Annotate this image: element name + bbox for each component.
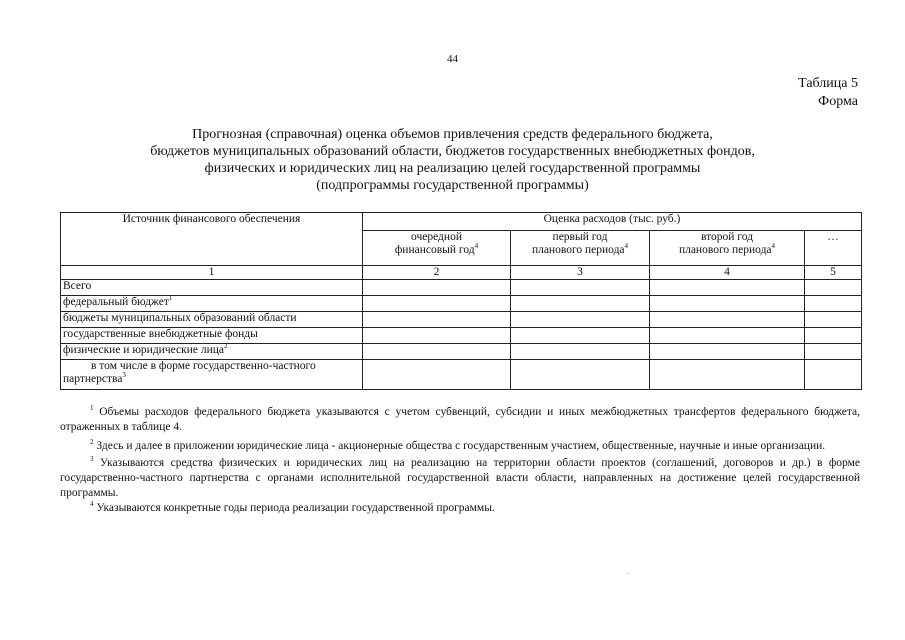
row-label-text: Всего (63, 280, 92, 292)
table-cell (805, 328, 862, 344)
table-cell (511, 280, 650, 296)
table-cell (650, 360, 805, 390)
header-estimate: Оценка расходов (тыс. руб.) (363, 213, 862, 231)
scan-speck (628, 573, 629, 574)
footnote (60, 501, 860, 516)
footnote-mark: 3 (122, 371, 126, 380)
footnote (60, 405, 860, 435)
subheader-line (652, 244, 802, 257)
footnote-mark: 4 (624, 242, 629, 251)
subheader-line (513, 244, 647, 257)
row-label (61, 344, 363, 360)
subheader-line: … (827, 231, 839, 243)
footnote-text: Здесь и далее в приложении юридические лица - акционерные общества с государственным участием, общественные, научные и иные организации. (93, 440, 826, 452)
subheader-text: финансовый год (394, 244, 475, 256)
column-number: 5 (805, 266, 862, 280)
table-label (798, 75, 858, 111)
title-line-4: (подпрограммы государственной программы) (316, 178, 589, 193)
table-cell (650, 344, 805, 360)
table-cell (363, 360, 511, 390)
table-cell (805, 312, 862, 328)
subheader-first-year (511, 231, 650, 266)
table-cell (363, 280, 511, 296)
column-number-row (61, 266, 862, 280)
footnote (60, 439, 860, 454)
column-number: 4 (650, 266, 805, 280)
subheader-second-year (650, 231, 805, 266)
row-label (61, 312, 363, 328)
table-cell (363, 328, 511, 344)
form-label: Форма (818, 94, 858, 109)
title-line-2: бюджетов муниципальных образований области, бюджетов государственных внебюджетных фондов, (150, 144, 755, 159)
footnote-text: Объемы расходов федерального бюджета указываются с учетом субвенций, субсидии и иных межбюджетных трансфертов федерального бюджета, отраженных в таблице 4. (60, 406, 860, 433)
column-number: 3 (511, 266, 650, 280)
title-line-3: физических и юридических лиц на реализацию целей государственной программы (204, 161, 701, 176)
subheader-text: планового периода (531, 244, 625, 256)
table-cell (650, 296, 805, 312)
table-cell (805, 344, 862, 360)
column-number: 1 (61, 266, 363, 280)
footnote (60, 456, 860, 501)
title-line-1: Прогнозная (справочная) оценка объемов привлечения средств федерального бюджета, (192, 127, 713, 142)
table-cell (363, 296, 511, 312)
table-row (61, 312, 862, 328)
row-label-line (63, 373, 360, 386)
subheader-line (365, 244, 508, 257)
table-cell (363, 344, 511, 360)
footnotes (60, 405, 860, 516)
footnote-mark: 2 (90, 438, 94, 447)
table-header-row (61, 213, 862, 231)
table-row (61, 328, 862, 344)
page-number: 44 (447, 53, 458, 65)
table-cell (511, 296, 650, 312)
table-cell (363, 312, 511, 328)
table-row (61, 344, 862, 360)
header-source: Источник финансового обеспечения (61, 213, 363, 266)
table-cell (805, 280, 862, 296)
table-cell (511, 360, 650, 390)
footnote-mark: 4 (90, 500, 94, 509)
row-label-text: партнерства (63, 373, 123, 385)
row-label (61, 360, 363, 390)
footnote-text: Указываются конкретные годы периода реализации государственной программы. (93, 502, 495, 514)
row-label-text: бюджеты муниципальных образований области (63, 312, 297, 324)
footnote-text: Указываются средства физических и юридических лиц на реализацию на территории области проектов (соглашений, договоров и др.) в форме государственно-частного партнерства с органами исполнительной государственной власти области, направленных на достижение целей государственной программы. (60, 457, 860, 499)
row-label (61, 328, 363, 344)
table-cell (805, 360, 862, 390)
footnote-mark: 2 (223, 342, 228, 351)
footnote-mark: 4 (474, 242, 479, 251)
footnote-mark: 1 (168, 294, 173, 303)
row-label (61, 296, 363, 312)
table-cell (511, 312, 650, 328)
subheader-text: планового периода (678, 244, 772, 256)
row-label-text: физические и юридические лица (63, 344, 224, 356)
row-label-text: федеральный бюджет (63, 296, 169, 308)
row-label-line: в том числе в форме государственно-частного (91, 360, 316, 372)
table-cell (511, 328, 650, 344)
footnote-mark: 4 (771, 242, 776, 251)
row-label-text: государственные внебюджетные фонды (63, 328, 258, 340)
subheader-line: второй год (701, 231, 753, 243)
table-row (61, 280, 862, 296)
table-number: Таблица 5 (798, 76, 858, 91)
document-title (0, 126, 905, 194)
table-cell (650, 328, 805, 344)
table-cell (650, 280, 805, 296)
subheader-current-year (363, 231, 511, 266)
table-row (61, 296, 862, 312)
row-label (61, 280, 363, 296)
table-row (61, 360, 862, 390)
subheader-ellipsis (805, 231, 862, 266)
subheader-line: очередной (411, 231, 462, 243)
footnote-mark: 3 (90, 455, 94, 464)
subheader-line: первый год (552, 231, 608, 243)
funding-table (60, 212, 862, 390)
table-cell (805, 296, 862, 312)
table-cell (650, 312, 805, 328)
column-number: 2 (363, 266, 511, 280)
footnote-mark: 1 (90, 404, 94, 413)
table-cell (511, 344, 650, 360)
